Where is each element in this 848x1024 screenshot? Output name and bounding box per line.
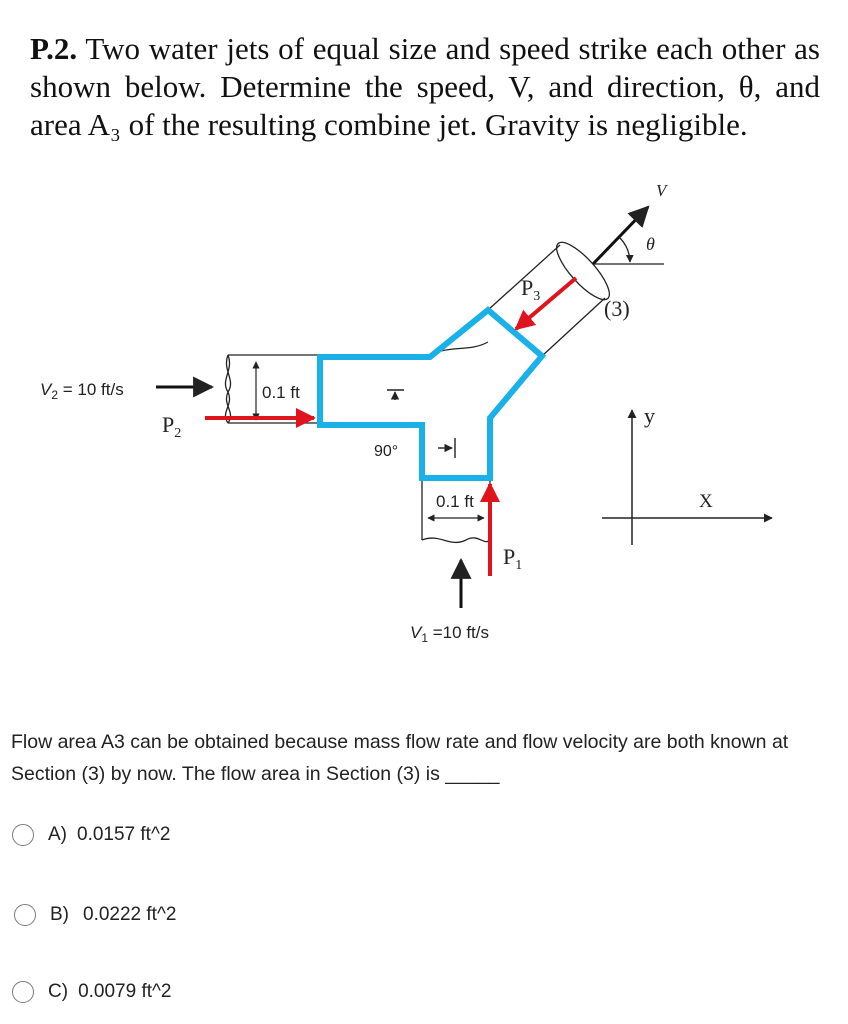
x-axis-label: x: [699, 491, 713, 512]
problem-statement: [30, 30, 820, 144]
width-label-left: 0.1 ft: [262, 383, 300, 402]
width-label-bottom: 0.1 ft: [436, 492, 474, 511]
radio-a[interactable]: [12, 824, 34, 846]
angle-label: 90°: [374, 443, 399, 460]
option-a-value: 0.0157 ft^2: [77, 824, 171, 845]
v2-label: $V_2 = 10$ ft/s: [40, 380, 124, 402]
p1-label: $P_1$: [503, 544, 523, 573]
radio-c[interactable]: [12, 981, 34, 1003]
option-b[interactable]: [14, 904, 176, 926]
radio-b[interactable]: [14, 904, 36, 926]
theta-arc: [620, 238, 630, 262]
question-text: Flow area A3 can be obtained because mass flow rate and flow velocity are both known at Section (3) by now. The flow area in Section (3) is _____: [11, 731, 789, 785]
problem-number: P.2.: [30, 31, 78, 66]
v-label: V: [656, 181, 667, 200]
jet-diagram: [0, 170, 848, 670]
theta-label: θ: [646, 234, 655, 254]
p3-label: $P_3$: [521, 275, 541, 304]
option-c-letter: C): [48, 981, 69, 1002]
option-b-letter: B): [50, 904, 69, 925]
option-c-value: 0.0079 ft^2: [78, 981, 172, 1002]
option-a-letter: A): [48, 824, 67, 845]
section-3-label: (3): [604, 296, 630, 321]
option-b-value: 0.0222 ft^2: [83, 904, 177, 925]
p2-label: $P_2$: [162, 412, 182, 441]
v-arrow: [593, 207, 648, 264]
problem-text: Two water jets of equal size and speed strike each other as shown below. Determine the speed, V, and direction, θ, and area A₃ of the resulting combine jet. Gravity is negligible.: [30, 31, 820, 142]
option-a[interactable]: [12, 824, 170, 846]
v1-label: $V_1 =10$ ft/s: [410, 623, 489, 645]
option-c[interactable]: [12, 981, 172, 1003]
control-volume: [320, 310, 542, 478]
y-axis-label: y: [644, 403, 655, 428]
